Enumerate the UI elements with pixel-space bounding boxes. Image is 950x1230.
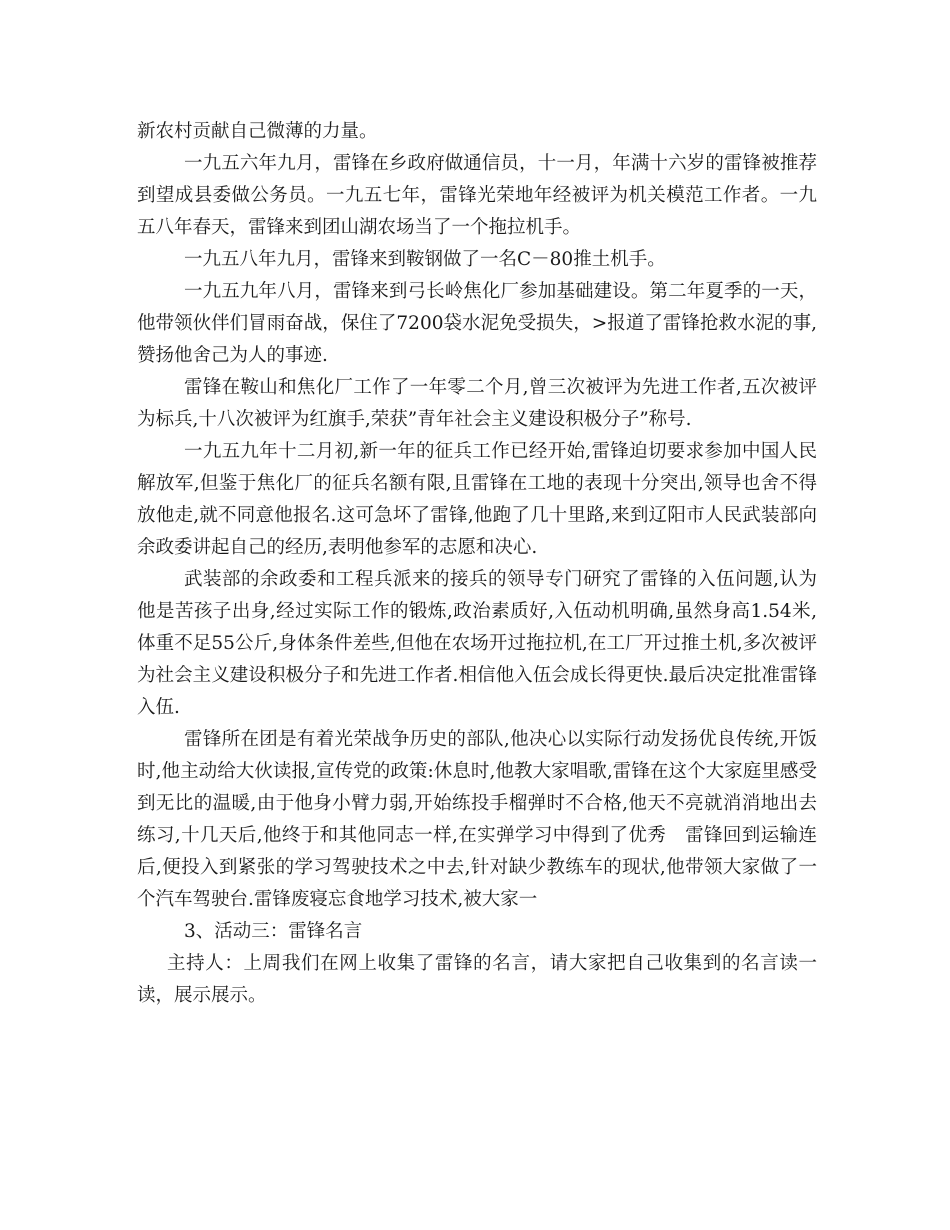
paragraph-continuation: 新农村贡献自己微薄的力量。 xyxy=(137,121,378,142)
paragraph-enlistment-request: 一九五九年十二月初,新一年的征兵工作已经开始,雷锋迫切要求参加中国人民解放军,但鉴于焦化厂的征兵名额有限,且雷锋在工地的表现十分突出,领导也舍不得放他走,就不同意他报名.这可急坏了雷锋,他跑了几十里路,来到辽阳市人民武装部向余政委讲起自己的经历,表明他参军的志愿和决心. xyxy=(137,441,817,558)
paragraph-1958-ansteel: 一九五八年九月，雷锋来到鞍钢做了一名C－80推土机手。 xyxy=(184,249,666,270)
paragraph-host-remarks: 主持人：上周我们在网上收集了雷锋的名言，请大家把自己收集到的名言读一读，展示展示。 xyxy=(137,953,817,1006)
paragraph-1959-coking-plant: 一九五九年八月，雷锋来到弓长岭焦化厂参加基础建设。第二年夏季的一天，他带领伙伴们冒雨奋战，保住了7200袋水泥免受损失，>报道了雷锋抢救水泥的事,赞扬他舍己为人的事迹. xyxy=(137,281,817,366)
paragraph-1956-postal: 一九五六年九月，雷锋在乡政府做通信员，十一月，年满十六岁的雷锋被推荐到望成县委做公务员。一九五七年，雷锋光荣地年经被评为机关模范工作者。一九五八年春天，雷锋来到团山湖农场当了一个拖拉机手。 xyxy=(137,153,817,238)
text-body xyxy=(137,116,817,1012)
paragraph-regiment-life: 雷锋所在团是有着光荣战争历史的部队,他决心以实际行动发扬优良传统,开饭时,他主动给大伙读报,宣传党的政策:休息时,他教大家唱歌,雷锋在这个大家庭里感受到无比的温暖,由于他身小臂力弱,开始练投手榴弹时不合格,他天不亮就消消地出去练习,十几天后,他终于和其他同志一样,在实弹学习中得到了优秀 雷锋回到运输连后,便投入到紧张的学习驾驶技术之中去,针对缺少教练车的现状,他带领大家做了一个汽车驾驶台.雷锋废寝忘食地学习技术,被大家一 xyxy=(137,729,817,910)
paragraph-enlistment-approved: 武装部的余政委和工程兵派来的接兵的领导专门研究了雷锋的入伍问题,认为他是苦孩子出身,经过实际工作的锻炼,政治素质好,入伍动机明确,虽然身高1.54米,体重不足55公斤,身体条件差些,但他在农场开过拖拉机,在工厂开过推土机,多次被评为社会主义建设积极分子和先进工作者.相信他入伍会成长得更快.最后决定批准雷锋入伍. xyxy=(137,569,817,718)
paragraph-honors: 雷锋在鞍山和焦化厂工作了一年零二个月,曾三次被评为先进工作者,五次被评为标兵,十八次被评为红旗手,荣获”青年社会主义建设积极分子”称号. xyxy=(137,377,817,430)
section-heading-activity-three: 3、活动三：雷锋名言 xyxy=(184,921,363,942)
